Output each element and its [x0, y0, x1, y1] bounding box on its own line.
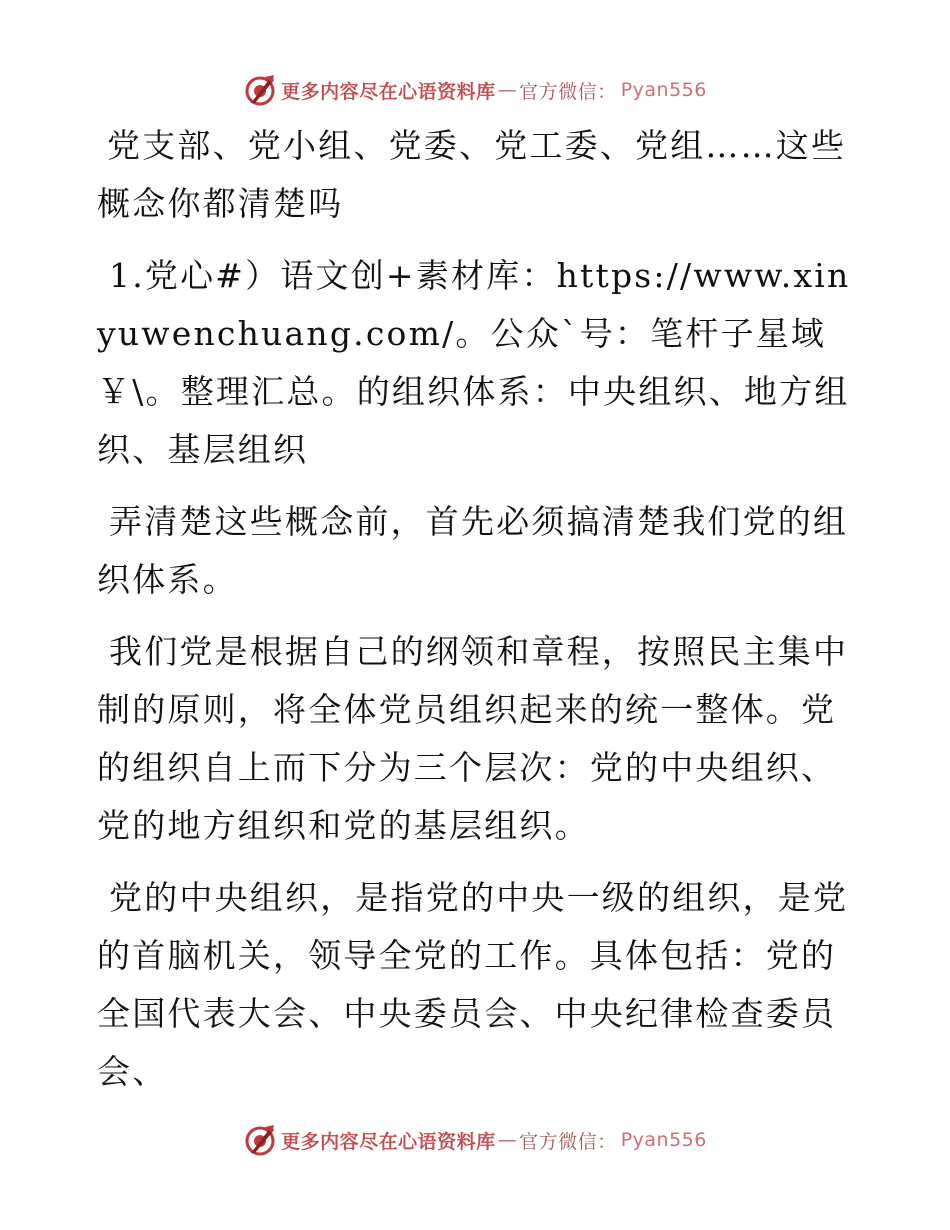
- banner-dash: —: [497, 79, 518, 101]
- footer-watermark-banner: [0, 1122, 950, 1158]
- banner-wechat-label: 官方微信：: [519, 80, 617, 103]
- article-title: 党支部、党小组、党委、党工委、党组……这些概念你都清楚吗: [97, 126, 847, 223]
- quill-logo-icon: [243, 1123, 277, 1157]
- banner-text: 更多内容尽在心语资料库: [281, 80, 496, 103]
- quill-logo-icon: [243, 73, 277, 107]
- paragraph-2: 弄清楚这些概念前，首先必须搞清楚我们党的组织体系。: [97, 502, 849, 599]
- banner-wechat-label: 官方微信：: [519, 1130, 617, 1153]
- banner-wechat-id: Pyan556: [620, 1129, 707, 1151]
- document-body: [97, 117, 857, 1115]
- banner-text: 更多内容尽在心语资料库: [281, 1130, 496, 1153]
- banner-dash: —: [497, 1129, 518, 1151]
- paragraph-4: 党的中央组织，是指党的中央一级的组织，是党的首脑机关，领导全党的工作。具体包括：党的全国代表大会、中央委员会、中央纪律检查委员会、: [97, 878, 849, 1091]
- banner-wechat-id: Pyan556: [620, 79, 707, 101]
- paragraph-3: 我们党是根据自己的纲领和章程，按照民主集中制的原则，将全体党员组织起来的统一整体。党的组织自上而下分为三个层次：党的中央组织、党的地方组织和党的基层组织。: [97, 632, 849, 845]
- header-watermark-banner: [0, 72, 950, 108]
- paragraph-1: 1.党心#）语文创+素材库：https://www.xinyuwenchuang.com/。公众`号：笔杆子星域￥\。整理汇总。的组织体系：中央组织、地方组织、基层组织: [97, 256, 851, 469]
